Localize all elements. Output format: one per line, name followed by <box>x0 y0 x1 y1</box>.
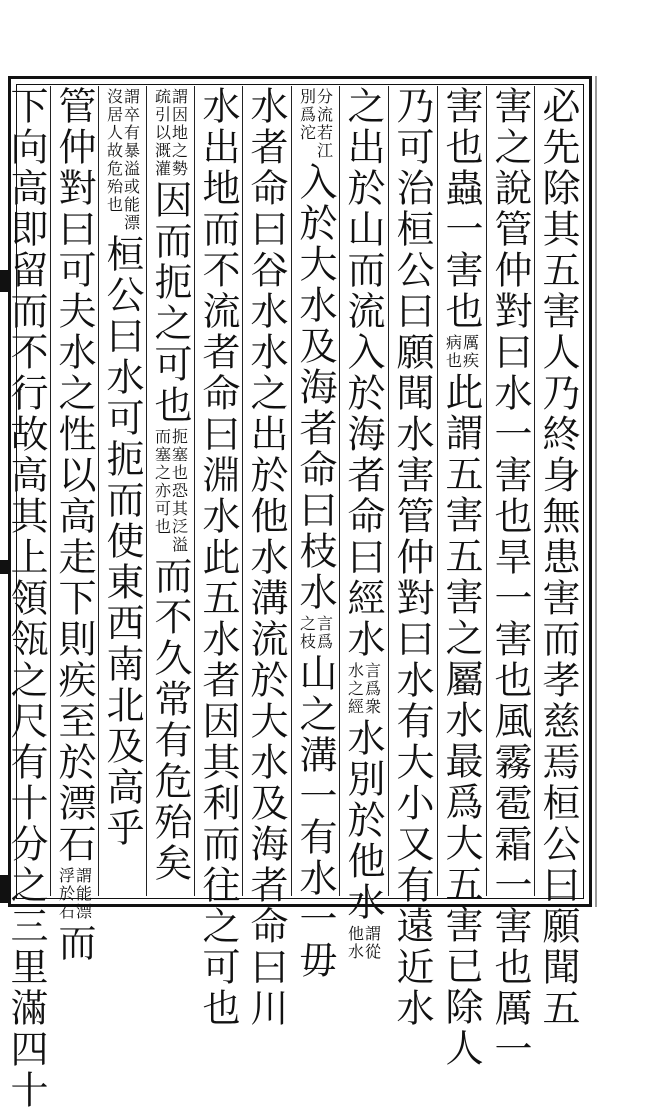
commentary-note <box>299 615 332 651</box>
main-text: 此謂五害五害之屬水最爲大五害已除人 <box>439 372 483 1069</box>
text-column <box>535 86 581 1029</box>
column-rule <box>50 86 51 896</box>
main-text: 入於大水及海者命曰枝水 <box>293 162 337 613</box>
main-text: 桓公曰水可扼而使東西南北及高乎 <box>100 234 144 849</box>
commentary-line: 扼塞也恐其泛溢 <box>169 428 189 554</box>
commentary-note <box>299 88 332 160</box>
commentary-line: 言爲 <box>314 615 334 651</box>
text-column <box>51 86 97 964</box>
column-rule <box>437 86 438 896</box>
main-text: 因而扼之可也 <box>148 180 192 426</box>
commentary-line: 謂卒有暴溢或能漂 <box>121 88 141 232</box>
main-text: 必先除其五害人乃終身無患害而孝慈焉桓公曰願聞五 <box>536 86 580 1029</box>
text-column <box>340 86 386 961</box>
commentary-line: 浮於石 <box>56 867 76 921</box>
column-rule <box>242 86 243 896</box>
main-text: 害之說管仲對曰水一害也旱一害也風霧雹霜一害也厲一 <box>488 86 532 1070</box>
main-text: 水別於他水 <box>341 718 385 923</box>
column-rule <box>98 86 99 896</box>
commentary-note <box>154 428 187 554</box>
main-text: 水者命曰谷水水之出於他水溝流於大水及海者命曰川 <box>244 86 288 1029</box>
main-text: 害也蟲一害也 <box>439 86 483 332</box>
main-text: 下向高即留而不行故高其上領瓴之尺有十分之三里滿四十 <box>4 86 48 1111</box>
commentary-line: 謂因地之勢 <box>169 88 189 178</box>
main-text: 而不久常有危殆矣 <box>148 556 192 884</box>
commentary-note <box>445 334 478 370</box>
column-rule <box>291 86 292 896</box>
commentary-line: 他水 <box>345 925 365 961</box>
text-column <box>147 86 193 896</box>
text-column <box>487 86 533 1070</box>
text-column <box>438 86 484 1069</box>
column-rule <box>339 86 340 896</box>
column-rule <box>194 86 195 896</box>
commentary-line: 之枝 <box>297 615 317 651</box>
gutter-rule <box>595 76 597 907</box>
main-text: 乃可治桓公曰願聞水害管仲對曰水有大小又有遠近水 <box>390 86 434 1029</box>
commentary-line: 沒居人故危殆也 <box>104 88 124 214</box>
commentary-line: 疏引以溉灌 <box>152 88 172 178</box>
commentary-note <box>58 867 91 921</box>
commentary-line: 厲疾 <box>460 334 480 370</box>
main-text: 而 <box>52 923 96 964</box>
main-text: 山之溝一有水一毋 <box>293 653 337 981</box>
commentary-line: 分流若江 <box>314 88 334 160</box>
commentary-note <box>154 88 187 178</box>
column-rule <box>388 86 389 896</box>
commentary-line: 言爲衆 <box>362 662 382 716</box>
commentary-line: 而塞之亦可也 <box>152 428 172 536</box>
commentary-line: 別爲沱 <box>297 88 317 142</box>
commentary-line: 病也 <box>443 334 463 370</box>
column-rule <box>146 86 147 896</box>
column-rule <box>486 86 487 896</box>
text-column <box>3 86 49 1111</box>
text-column <box>195 86 241 1029</box>
commentary-line: 水之經 <box>345 662 365 716</box>
text-column <box>292 86 338 981</box>
column-rule <box>534 86 535 896</box>
commentary-note <box>106 88 139 232</box>
commentary-line: 謂從 <box>362 925 382 961</box>
commentary-note <box>347 662 380 716</box>
commentary-line: 謂能漂 <box>73 867 93 921</box>
text-column <box>243 86 289 1029</box>
main-text: 管仲對曰可夫水之性以高走下則疾至於漂石 <box>52 86 96 865</box>
text-column <box>99 86 145 896</box>
text-column <box>389 86 435 1029</box>
commentary-note <box>347 925 380 961</box>
main-text: 之出於山而流入於海者命曰經水 <box>341 86 385 660</box>
main-text: 水出地而不流者命曰淵水此五水者因其利而往之可也 <box>196 86 240 1029</box>
